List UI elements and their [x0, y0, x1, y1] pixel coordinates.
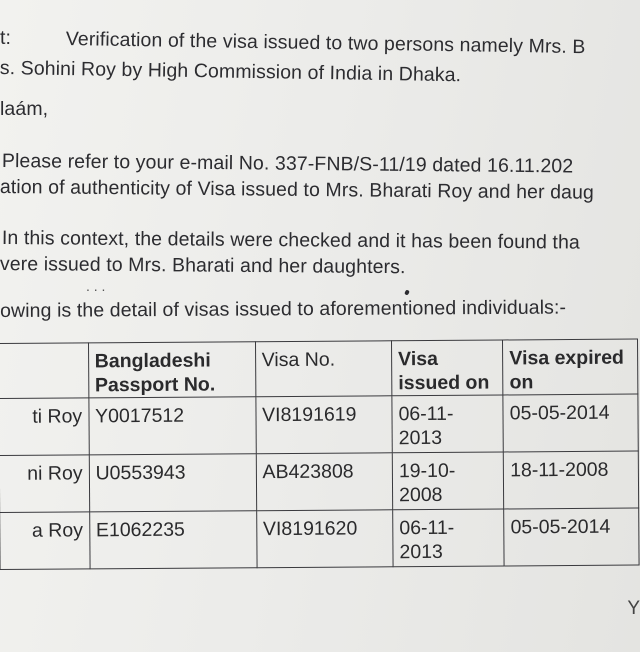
table-header-row — [0, 339, 638, 398]
cell-issued: 19-10-2008 — [392, 452, 504, 510]
paragraph-1-line-1: Please refer to your e-mail No. 337-FNB/S-11/19 dated 16.11.202 — [1, 150, 574, 178]
table-row — [0, 394, 638, 455]
cell-visa-no: AB423808 — [256, 453, 393, 511]
cell-passport: Y0017512 — [89, 397, 256, 455]
cell-issued: 06-11-2013 — [392, 395, 504, 453]
cell-visa-no: VI8191619 — [255, 396, 392, 454]
header-passport: Bangladeshi Passport No. — [88, 342, 255, 398]
salutation: laám, — [0, 98, 49, 120]
subject-line-2: s. Sohini Roy by High Commission of India in Dhaka. — [0, 57, 462, 87]
header-expired: Visa expired on — [503, 339, 638, 395]
subject-line-1: Verification of the visa issued to two persons namely Mrs. B — [65, 28, 586, 59]
corner-text: Y — [627, 598, 640, 619]
table-row — [0, 451, 639, 512]
cell-expired: 05-05-2014 — [503, 394, 638, 452]
table-row — [0, 508, 639, 569]
cell-passport: E1062235 — [89, 511, 256, 569]
visa-details-table — [0, 339, 640, 570]
paragraph-2-line-2: vere issued to Mrs. Bharati and her daughters. — [0, 253, 406, 279]
stray-dots: . . . — [86, 278, 106, 294]
cell-name: ti Roy — [0, 398, 89, 456]
paragraph-2-line-1: In this context, the details were checked and it has been found tha — [1, 227, 580, 254]
cell-visa-no: VI8191620 — [256, 510, 393, 568]
cell-name: a Roy — [0, 512, 90, 570]
ink-speck — [404, 289, 410, 295]
subject-label: t: — [0, 27, 12, 49]
paragraph-1-line-2: ation of authenticity of Visa issued to Mrs. Bharati Roy and her daug — [0, 176, 595, 204]
cell-issued: 06-11-2013 — [393, 509, 505, 567]
cell-passport: U0553943 — [89, 454, 256, 512]
paragraph-3: owing is the detail of visas issued to aforementioned individuals:- — [0, 296, 567, 322]
header-visa-no: Visa No. — [255, 341, 392, 397]
header-name — [0, 343, 89, 399]
header-issued: Visa issued on — [392, 340, 504, 396]
cell-expired: 05-05-2014 — [504, 508, 639, 566]
cell-expired: 18-11-2008 — [504, 451, 639, 509]
cell-name: ni Roy — [0, 455, 89, 513]
